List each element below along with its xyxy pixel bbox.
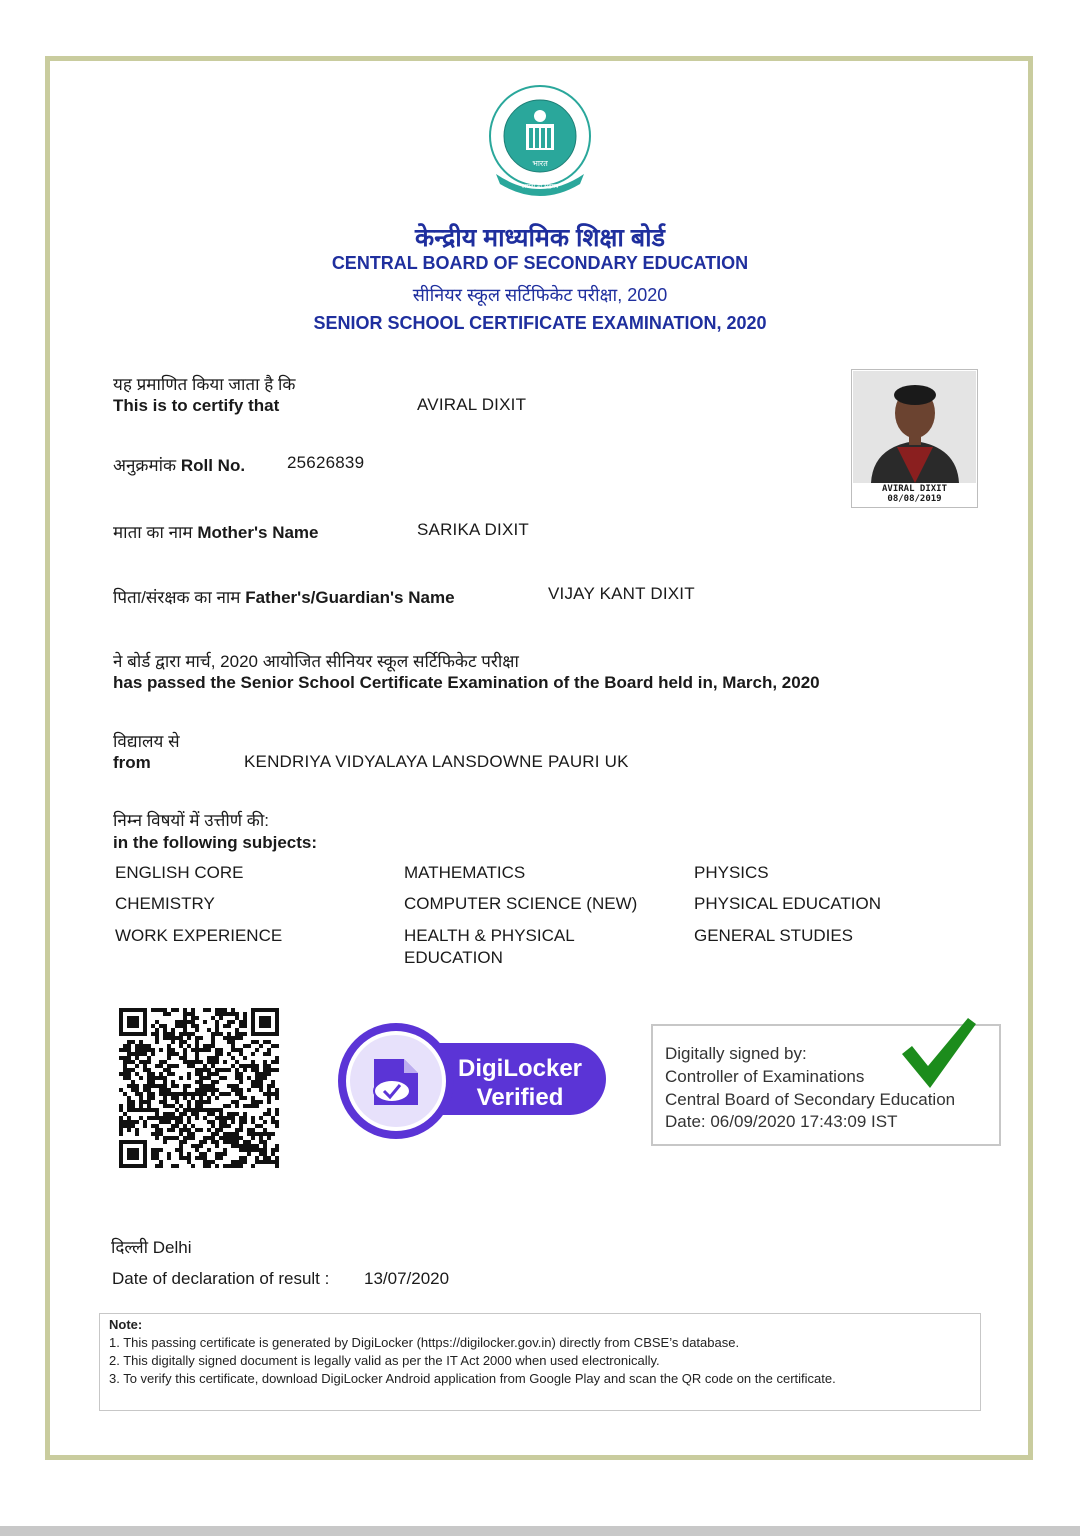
place-english: Delhi — [152, 1238, 192, 1257]
digilocker-verified-badge — [336, 1021, 610, 1141]
school-english: from — [113, 753, 151, 772]
place — [111, 1235, 192, 1258]
page-bottom-bar — [0, 1526, 1080, 1536]
photo-image — [853, 371, 976, 483]
english-board-title: CENTRAL BOARD OF SECONDARY EDUCATION — [331, 253, 749, 273]
father-label — [113, 585, 455, 608]
school-hindi: विद्यालय से — [113, 732, 180, 751]
note-item: 2. This digitally signed document is legally valid as per the IT Act 2000 when used electronically. — [109, 1353, 660, 1368]
subject-item: PHYSICAL EDUCATION — [694, 894, 882, 913]
signed-by-label: Digitally signed by: — [665, 1044, 807, 1063]
subject-item: WORK EXPERIENCE — [115, 926, 283, 945]
qr-code — [119, 1008, 279, 1168]
digilocker-text: DigiLocker — [457, 1055, 583, 1082]
declaration-label: Date of declaration of result : — [112, 1269, 330, 1288]
father-name: VIJAY KANT DIXIT — [548, 584, 695, 603]
school-name: KENDRIYA VIDYALAYA LANSDOWNE PAURI UK — [244, 752, 629, 771]
father-label-english: Father's/Guardian's Name — [245, 588, 455, 607]
note-box — [99, 1313, 981, 1411]
signer-org: Central Board of Secondary Education — [665, 1090, 956, 1109]
passed-english: has passed the Senior School Certificate Examination of the Board held in, March, 2020 — [113, 673, 820, 692]
note-item: 1. This passing certificate is generated by DigiLocker (https://digilocker.gov.in) directly from CBSE’s database. — [109, 1335, 740, 1350]
subject-item: HEALTH & PHYSICAL EDUCATION — [404, 926, 575, 967]
green-check-icon — [898, 1014, 978, 1092]
place-hindi: दिल्ली — [111, 1238, 149, 1257]
mother-label-english: Mother's Name — [197, 523, 319, 542]
passed-hindi: ने बोर्ड द्वारा मार्च, 2020 आयोजित सीनियर स्कूल सर्टिफिकेट परीक्षा — [113, 652, 519, 671]
candidate-name: AVIRAL DIXIT — [417, 395, 527, 414]
photo-caption-date: 08/08/2019 — [887, 494, 942, 504]
father-label-hindi: पिता/संरक्षक का नाम — [113, 588, 241, 607]
certify-english: This is to certify that — [113, 396, 280, 415]
candidate-photo — [851, 369, 978, 508]
photo-caption-name: AVIRAL DIXIT — [881, 484, 948, 494]
roll-number: 25626839 — [287, 453, 365, 472]
photo-portrait — [853, 371, 976, 483]
subject-item: ENGLISH CORE — [115, 863, 244, 882]
roll-label-hindi: अनुक्रमांक — [113, 456, 177, 475]
subject-item: CHEMISTRY — [115, 894, 215, 913]
subject-item: PHYSICS — [694, 863, 769, 882]
verified-text: Verified — [476, 1084, 564, 1111]
hindi-board-title: केन्द्रीय माध्यमिक शिक्षा बोर्ड — [415, 224, 665, 252]
subject-item: MATHEMATICS — [404, 863, 526, 882]
hindi-exam-title: सीनियर स्कूल सर्टिफिकेट परीक्षा, 2020 — [412, 285, 668, 305]
note-title: Note: — [109, 1317, 143, 1332]
cbse-logo — [488, 84, 592, 200]
english-exam-title: SENIOR SCHOOL CERTIFICATE EXAMINATION, 2020 — [313, 313, 767, 333]
signer-title: Controller of Examinations — [665, 1067, 865, 1086]
mother-label-hindi: माता का नाम — [113, 523, 193, 542]
signature-date: Date: 06/09/2020 17:43:09 IST — [665, 1112, 898, 1131]
roll-label — [113, 453, 245, 476]
certify-hindi: यह प्रमाणित किया जाता है कि — [113, 375, 296, 394]
subjects-hindi: निम्न विषयों में उत्तीर्ण की: — [113, 811, 269, 830]
subject-item: GENERAL STUDIES — [694, 926, 854, 945]
roll-label-english: Roll No. — [180, 456, 246, 475]
mother-label — [113, 520, 319, 543]
declaration-date: 13/07/2020 — [364, 1269, 450, 1288]
subject-item: COMPUTER SCIENCE (NEW) — [404, 894, 638, 913]
note-item: 3. To verify this certificate, download DigiLocker Android application from Google Play and scan the QR code on the certificate. — [109, 1371, 836, 1386]
logo-motto: असतो मा सद्गमय — [521, 183, 559, 190]
mother-name: SARIKA DIXIT — [417, 520, 529, 539]
subjects-english: in the following subjects: — [113, 833, 317, 852]
logo-bottom-text: भारत — [532, 159, 548, 168]
